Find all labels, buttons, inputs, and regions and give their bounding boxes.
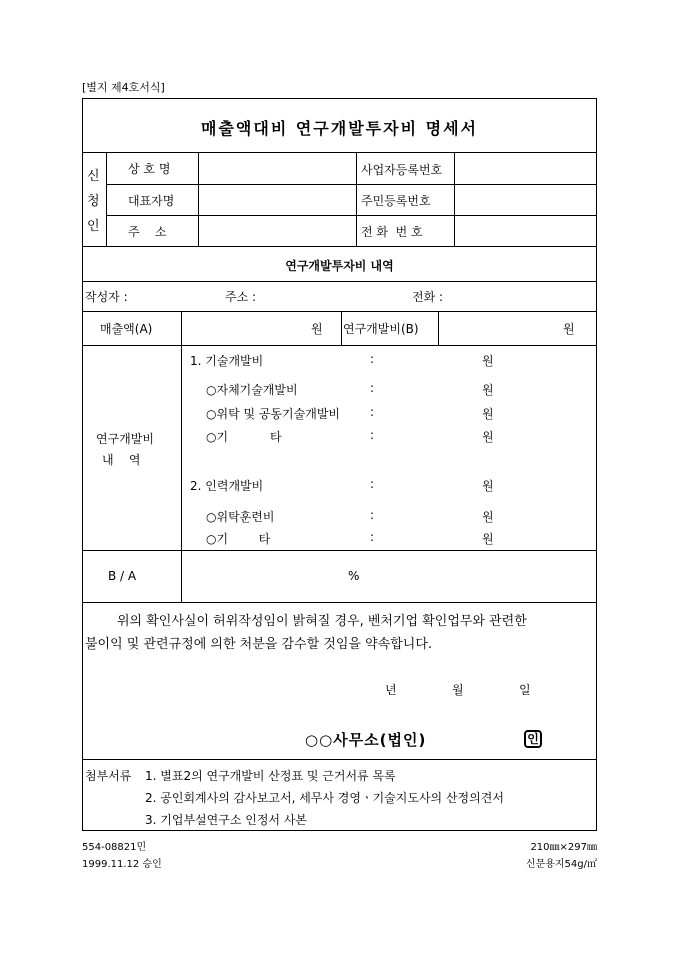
date-day: 일 — [519, 683, 531, 697]
address-field[interactable] — [199, 216, 355, 245]
address-label: 주 소 — [128, 225, 167, 239]
applicant-label-3: 인 — [87, 219, 100, 234]
attachment-item: 3. 기업부설연구소 인정서 사본 — [145, 813, 307, 827]
declaration-line-2: 불이익 및 관련규정에 의한 처분을 감수할 것임을 약속합니다. — [85, 637, 433, 652]
rd-item-unit: 원 — [482, 430, 494, 444]
phone-field[interactable] — [455, 216, 596, 245]
form-code: 554-08821민 — [82, 842, 147, 853]
seal-mark: 인 — [524, 730, 542, 748]
rd-item-name: ○위탁훈련비 — [206, 510, 275, 524]
rd-item-colon: : — [370, 428, 375, 442]
writer-phone-label: 전화 : — [412, 290, 444, 304]
rd-item-colon: : — [370, 530, 375, 544]
rd-item-unit: 원 — [482, 407, 494, 421]
attachment-item: 2. 공인회계사의 감사보고서, 세무사 경영ㆍ기술지도사의 산정의견서 — [145, 791, 504, 805]
rd-item-unit: 원 — [482, 354, 494, 368]
paper-size: 210㎜×297㎜ — [530, 842, 597, 853]
resident-number-field[interactable] — [455, 185, 596, 214]
rd-item-colon: : — [370, 477, 375, 491]
rd-details-label: 연구개발비 — [96, 432, 154, 446]
company-name-label: 상 호 명 — [128, 162, 171, 176]
declaration-line-1: 위의 확인사실이 허위작성임이 밝혀질 경우, 벤처기업 확인업무와 관련한 — [117, 614, 527, 629]
attachment-item: 1. 별표2의 연구개발비 산정표 및 근거서류 목록 — [145, 769, 396, 783]
rd-item-name: ○자체기술개발비 — [206, 383, 298, 397]
business-number-label: 사업자등록번호 — [361, 163, 443, 177]
business-number-field[interactable] — [455, 153, 596, 183]
rd-item-name: ○위탁 및 공동기술개발비 — [206, 407, 341, 421]
representative-field[interactable] — [199, 185, 355, 214]
details-heading: 연구개발투자비 내역 — [285, 259, 394, 273]
phone-label: 전 화 번 호 — [361, 225, 423, 239]
rd-item-unit: 원 — [482, 383, 494, 397]
company-name-field[interactable] — [199, 153, 355, 183]
ratio-label: B / A — [108, 569, 137, 583]
rd-item-name: ○기 타 — [206, 532, 271, 546]
rd-item-name: ○기 타 — [206, 430, 282, 444]
form-title: 매출액대비 연구개발투자비 명세서 — [201, 119, 478, 138]
attachments-label: 첨부서류 — [85, 769, 132, 783]
form-number: [별지 제4호서식] — [82, 81, 165, 94]
rd-item-name: 2. 인력개발비 — [190, 479, 264, 493]
rd-item-name: 1. 기술개발비 — [190, 354, 264, 368]
rd-item-unit: 원 — [482, 532, 494, 546]
writer-address-label: 주소 : — [225, 290, 257, 304]
applicant-label-2: 청 — [87, 194, 100, 209]
sales-unit: 원 — [311, 322, 323, 336]
rd-item-colon: : — [370, 352, 375, 366]
date-year: 년 — [385, 683, 397, 697]
date-month: 월 — [452, 683, 464, 697]
resident-number-label: 주민등록번호 — [361, 194, 431, 208]
author-label: 작성자 : — [85, 290, 128, 304]
paper-type: 신문용지54g/㎡ — [525, 859, 597, 870]
issuer-name: ○○사무소(법인) — [305, 731, 427, 749]
representative-label: 대표자명 — [128, 194, 175, 208]
rd-cost-label: 연구개발비(B) — [343, 322, 419, 336]
rd-item-unit: 원 — [482, 479, 494, 493]
approval-date: 1999.11.12 승인 — [82, 859, 162, 870]
sales-label: 매출액(A) — [100, 322, 153, 336]
ratio-unit: % — [348, 569, 360, 583]
rd-item-colon: : — [370, 381, 375, 395]
rd-item-unit: 원 — [482, 510, 494, 524]
applicant-label-1: 신 — [87, 169, 100, 184]
rd-item-colon: : — [370, 508, 375, 522]
rd-cost-unit: 원 — [563, 322, 575, 336]
rd-details-label-2: 내 역 — [102, 453, 141, 467]
rd-item-colon: : — [370, 405, 375, 419]
